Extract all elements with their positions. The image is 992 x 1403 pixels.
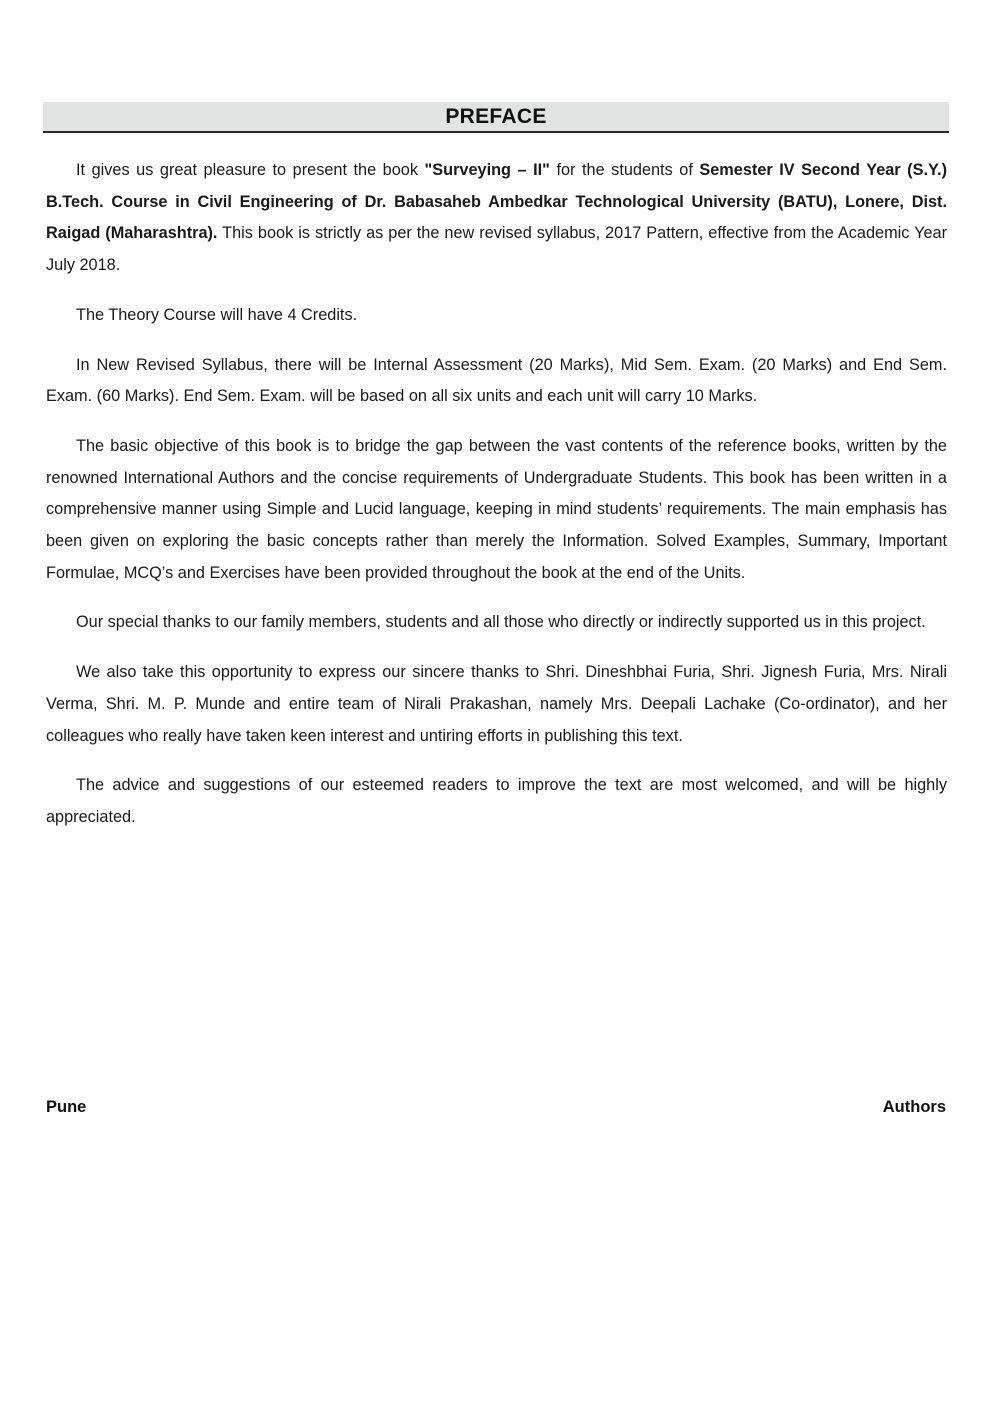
course-details: Semester IV Second Year (S.Y.) B.Tech. Course in Civil Engineering of Dr. Babasaheb Ambedkar Technological University (BATU), Lonere, Dist. Raigad (Maharashtra). bbox=[46, 161, 947, 243]
title-banner bbox=[43, 102, 949, 133]
paragraph-thanks-family: Our special thanks to our family members, students and all those who directly or indirectly supported us in this project. bbox=[76, 613, 926, 632]
intro-text: It gives us great pleasure to present the book bbox=[76, 161, 425, 179]
paragraph-advice: The advice and suggestions of our esteemed readers to improve the text are most welcomed, and will be highly appreciated. bbox=[46, 776, 947, 826]
paragraph-assessment: In New Revised Syllabus, there will be Internal Assessment (20 Marks), Mid Sem. Exam. (20 Marks) and End Sem. Exam. (60 Marks). End Sem. Exam. will be based on all six units and each unit will carry 10 Marks. bbox=[46, 355, 947, 406]
intro-tail-text: This book is strictly as per the new revised syllabus, 2017 Pattern, effective from the Academic Year July 2018. bbox=[46, 224, 947, 275]
paragraph-thanks-publisher: We also take this opportunity to express our sincere thanks to Shri. Dineshbhai Furia, Shri. Jignesh Furia, Mrs. Nirali Verma, Shri. M. P. Munde and entire team of Nirali Prakashan, namely Mrs. Deepali Lachake (Co-ordinator), and her colleagues who really have taken keen interest and untiring efforts in publishing this text. bbox=[46, 663, 947, 745]
intro-mid-text: for the students of bbox=[549, 161, 700, 179]
signature-place: Pune bbox=[46, 1098, 87, 1116]
signature-authors: Authors bbox=[882, 1098, 946, 1116]
page-title: PREFACE bbox=[445, 104, 547, 128]
paragraph-credits: The Theory Course will have 4 Credits. bbox=[76, 305, 358, 324]
preface-body bbox=[46, 155, 947, 852]
book-title: "Surveying – II" bbox=[424, 161, 550, 179]
paragraph-intro bbox=[46, 155, 947, 282]
paragraph-objective: The basic objective of this book is to bridge the gap between the vast contents of the reference books, written by the renowned International Authors and the concise requirements of Undergraduate Students. This book has been written in a comprehensive manner using Simple and Lucid language, keeping in mind students’ requirements. The main emphasis has been given on exploring the basic concepts rather than merely the Information. Solved Examples, Summary, Important Formulae, MCQ’s and Exercises have been provided throughout the book at the end of the Units. bbox=[46, 436, 947, 582]
